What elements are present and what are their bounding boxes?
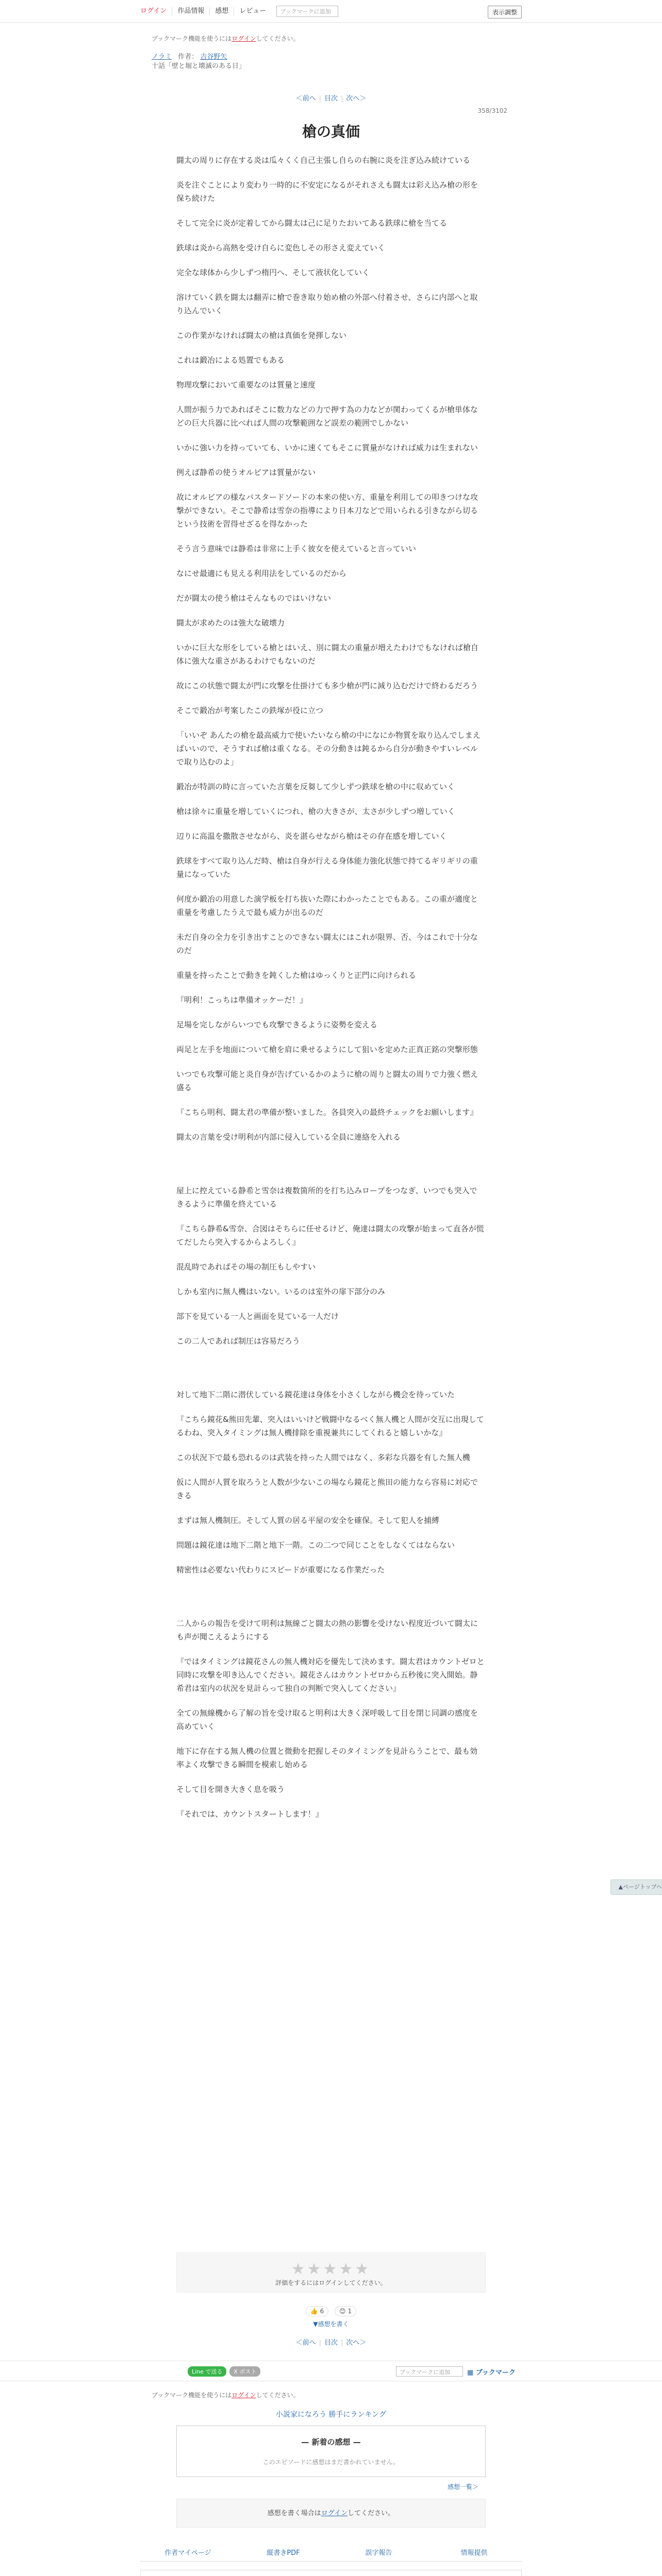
impressions-list-link[interactable]: 感想一覧＞	[448, 2483, 479, 2490]
next-link-bottom[interactable]: 次へ＞	[346, 2339, 367, 2347]
impressions-link[interactable]: 感想	[210, 7, 234, 15]
paragraph: 『明利！こっちは準備オッケーだ！』	[176, 995, 308, 1005]
paragraph: 闘太の周りに存在する炎は瓜々くく自己主張し自らの右腕に炎を注ぎ込み続けている	[176, 156, 471, 165]
paragraph: 完全な球体から少しずつ楕円へ、そして液状化していく	[176, 268, 370, 277]
paragraph: そして完全に炎が定着してから闘太は己に足りたおいてある鉄球に槍を当てる	[176, 218, 448, 228]
chapter-title: 十話「壁と堀と壊滅のある日」	[152, 62, 246, 70]
paragraph: いかに巨大な形をしている槍とはいえ、別に闘太の重量が増えたわけでもなければ槍自体に強大な重さがあるわけでもないのだ	[176, 643, 478, 666]
paragraph: いかに強い力を持っていても、いかに速くてもそこに質量がなければ威力は生まれない	[176, 443, 478, 452]
paragraph: 辺りに高温を撒散させながら、炎を湛らせながら槍はその存在感を増していく	[176, 832, 447, 841]
info-report-link[interactable]: 情報提供	[460, 2549, 488, 2557]
paragraph: 「いいぞ あんたの槍を最高威力で使いたいなら槍の中になにか物質を取り込んでしまえばいいので、そうすれば槍は重くなる。その分動きは鈍るから自分が動きやすいレベルで取り込むのよ」	[176, 731, 481, 767]
bookmark-login-link-bottom[interactable]: ログイン	[231, 2392, 256, 2399]
paragraph: そう言う意味では静希は非常に上手く彼女を使えていると言っていい	[176, 544, 417, 553]
bookmark-button[interactable]: ▦ ブックマーク	[467, 2369, 516, 2377]
paragraph: 『こちら静希&雪奈、合図はそちらに任せるけど、俺達は闘太の攻撃が始まって直各が慌てだしたら突入するからよろしく』	[176, 1224, 484, 1247]
paragraph: そして目を開き大きく息を吸う	[176, 1785, 285, 1794]
novel-body	[176, 154, 485, 1832]
paragraph: 屋上に控えている静希と雪奈は複数箇所的を打ち込みロープをつなぎ、いつでも突入できるように準備を終えている	[176, 1186, 477, 1209]
vertical-pdf-link[interactable]: 縦書きPDF	[267, 2549, 300, 2557]
paragraph: 故にこの状態で闘太が門に攻撃を仕掛けても多少槍が門に減り込むだけで終わるだろう	[176, 681, 478, 690]
new-impressions-empty: このエピソードに感想はまだ書かれていません。	[262, 2459, 400, 2466]
toc-link-bottom[interactable]: 目次	[324, 2339, 338, 2347]
paragraph: そこで鍛冶が考案したこの鉄塚が役に立つ	[176, 706, 324, 715]
paragraph: 『こちら鏡花&熊田先輩、突入はいいけど戦闘中なるべく無人機と人間が交互に出現してるわね、突入タイミングは無人機排除を重視兼共にしてくれると嬉しいかな』	[176, 1415, 484, 1437]
paragraph: 溶けていく鉄を闘太は翻弄に槍で巻き取り始め槍の外部へ付着させ、さらに内部へと取り込んでいく	[176, 293, 478, 315]
paragraph: この状況下で最も恐れるのは武装を持った人間ではなく、多彩な兵器を有した無人機	[176, 1453, 470, 1462]
review-link[interactable]: レビュー	[239, 7, 267, 15]
paragraph: 『それでは、カウントスタートします！』	[176, 1809, 323, 1819]
paragraph: しかも室内に無人機はいない。いるのは室外の扉下部分のみ	[176, 1287, 386, 1296]
paragraph: 両足と左手を地面について槍を肩に乗せるようにして狙いを定めた正真正銘の突撃形態	[176, 1045, 478, 1054]
page-top-button[interactable]: ▲ページトップへ	[610, 1879, 662, 1895]
write-impression-link[interactable]: ▼感想を書く	[313, 2320, 349, 2328]
paragraph: 何度か鍛冶の用意した演学板を打ち抜いた際にわかったことでもある。この重が適度と重量を考慮したうえで最も威力が出るのだ	[176, 894, 478, 917]
paragraph: 鉄球は炎から高熱を受け自らに変色しその形さえ変えていく	[176, 243, 386, 252]
paragraph: 二人からの報告を受けて明利は無線ごと闘太の熱の影響を受けない程度近づいて闘太にも声が聞こえるようにする	[176, 1619, 478, 1641]
impression-login-link[interactable]: ログイン	[321, 2510, 348, 2517]
login-link[interactable]: ログイン	[140, 7, 172, 15]
paragraph: この作業がなければ闘太の槍は真価を発揮しない	[176, 331, 347, 340]
paragraph: 人間が振う力であればそこに数力などの力で押す為の力などが関わってくるが槍単体などの巨大兵器に比べれば人間の攻撃範囲など誤差の範囲でしかない	[176, 405, 478, 428]
paragraph: 『ではタイミングは鏡花さんの無人機対応を優先して決めます。闘太君はカウントゼロと同時に攻撃を叩き込んでください。鏡花さんはカウントゼロから五秒後に突入開始。静希君は室内の状況を見計らって独自の判断で突入してください』	[176, 1657, 485, 1693]
paragraph: 精密性は必要ない代わりにスピードが重要になる作業だった	[176, 1565, 385, 1574]
paragraph: 故にオルビアの様なバスタードソードの本来の使い方、重量を利用しての叩きつけな攻撃ができない。そこで静希は雪奈の指導により日本刀などで用いられる引きながら切るという技術を習得せざるを得なかった	[176, 493, 478, 529]
paragraph: 足場を完しながらいつでも攻撃できるように姿勢を変える	[176, 1020, 378, 1029]
paragraph: 闘太の言葉を受け明利が内部に侵入している全員に連絡を入れる	[176, 1132, 401, 1142]
bottom-bookmark-add[interactable]: ブックマークに追加	[396, 2366, 463, 2377]
work-title-link[interactable]: ノラミ	[152, 53, 172, 61]
new-impressions-box	[176, 2426, 486, 2477]
reaction-good[interactable]: 👍 6	[306, 2306, 328, 2316]
notice-box	[140, 2570, 522, 2576]
paragraph: なにせ最適にも見える利用法をしているのだから	[176, 569, 347, 578]
line-share-button[interactable]: Line で送る	[188, 2366, 226, 2377]
paragraph: 物理攻撃において重要なのは質量と速度	[176, 380, 316, 389]
ranking-link[interactable]: 小説家になろう 勝手にランキング	[275, 2411, 387, 2419]
series-info	[152, 53, 245, 71]
paragraph: 地下に存在する無人機の位置と微動を把握しそのタイミングを見計らうことで、最も効率よく攻撃できる瞬間を模索し始める	[176, 1747, 478, 1769]
paragraph: 闘太が求めたのは強大な破壊力	[176, 618, 285, 628]
rating-stars[interactable]: ★★★★★	[291, 2260, 371, 2278]
paragraph: 『こちら明利、闘太君の準備が整いました。各員突入の最終チェックをお願いします』	[176, 1108, 478, 1117]
author-link[interactable]: 吉谷野矢	[200, 53, 227, 61]
reaction-smile[interactable]: 😊 1	[335, 2306, 356, 2316]
work-info-link[interactable]: 作品情報	[172, 7, 210, 15]
paragraph: 対して地下二階に潜伏している鏡花達は身体を小さくしながら機会を待っていた	[176, 1390, 455, 1399]
footer-links	[140, 2547, 522, 2562]
blank-line	[176, 1588, 485, 1605]
rating-note: 評価をするにはログインしてください。	[275, 2279, 387, 2286]
top-bar	[0, 0, 662, 23]
bookmark-note-bottom: ブックマーク機能を使うにはログインしてください。	[152, 2392, 300, 2399]
prev-link-bottom[interactable]: ＜前へ	[295, 2339, 316, 2347]
episode-number: 358/3102	[477, 107, 507, 114]
reactions	[0, 2306, 662, 2316]
paragraph: 鉄球をすべて取り込んだ時、槍は自身が行える身体能力強化状態で持てるギリギリの重量になっていた	[176, 856, 478, 879]
display-settings-button[interactable]: 表示調整	[488, 6, 522, 19]
bookmark-icon: ▦	[467, 2369, 476, 2377]
x-share-button[interactable]: X ポスト	[229, 2366, 260, 2377]
pager-bottom: ＜前へ | 目次 | 次へ＞	[295, 2339, 367, 2347]
author-mypage-link[interactable]: 作者マイページ	[164, 2549, 211, 2557]
typo-report-link[interactable]: 誤字報告	[365, 2549, 392, 2557]
rating-box	[176, 2252, 486, 2293]
impression-login-box: 感想を書く場合はログインしてください。	[176, 2499, 486, 2528]
bottom-bar	[0, 2361, 662, 2381]
paragraph: 混乱時であればその場の制圧もしやすい	[176, 1262, 316, 1272]
blank-line	[176, 1359, 485, 1377]
paragraph: 全ての無線機から了解の旨を受け取ると明利は大きく深呼吸して目を閉じ同調の感度を高めていく	[176, 1708, 478, 1731]
paragraph: 例えば静希の使うオルビアは質量がない	[176, 468, 316, 477]
paragraph: 鍛冶が特訓の時に言っていた言葉を反芻して少しずつ鉄球を槍の中に収めていく	[176, 782, 455, 791]
paragraph: まずは無人機制圧。そして人質の居る平屋の安全を確保。そして犯人を捕縛	[176, 1516, 440, 1525]
paragraph: 部下を見ている一人と画面を見ている一人だけ	[176, 1312, 339, 1321]
paragraph: いつでも攻撃可能と炎自身が告げているかのように槍の周りと闘太の周りで力強く燃え盛る	[176, 1070, 478, 1092]
paragraph: 槍は徐々に重量を増していくにつれ、槍の大きさが、太さが少しずつ増していく	[176, 807, 455, 816]
paragraph: 重量を持ったことで動きを鈍くした槍はゆっくりと正門に向けられる	[176, 971, 416, 980]
paragraph: 仮に人間が人質を取ろうと人数が少ないこの場なら鏡花と熊田の能力なら容易に対応できる	[176, 1478, 478, 1500]
new-impressions-title: — 新着の感想 —	[301, 2437, 361, 2447]
paragraph: 炎を注ぐことにより変わり一時的に不安定になるがそれさえも闘太は彩え込み槍の形を保ち続けた	[176, 180, 478, 203]
bookmark-add-button[interactable]: ブックマークに追加	[276, 6, 338, 17]
paragraph: これは鍛冶による処置でもある	[176, 355, 285, 365]
author-label: 作者：	[178, 53, 198, 61]
bookmark-note: ブックマーク機能を使うにはログインしてください。	[152, 35, 300, 42]
paragraph: 未だ自身の全力を引き出すことのできない闘太にはこれが限界、否、今はこれで十分なのだ	[176, 933, 478, 955]
next-link[interactable]: 次へ＞	[346, 95, 367, 103]
paragraph: この二人であれば制圧は容易だろう	[176, 1336, 301, 1346]
toc-link[interactable]: 目次	[324, 95, 338, 103]
pager-top: ＜前へ | 目次 | 次へ＞	[295, 95, 367, 103]
prev-link[interactable]: ＜前へ	[295, 95, 316, 103]
blank-line	[176, 1155, 485, 1173]
episode-title: 槍の真価	[302, 123, 360, 140]
bookmark-login-link[interactable]: ログイン	[231, 35, 256, 42]
paragraph: 問題は鏡花達は地下二階と地下一階。この二つで同じことをしなくてはならない	[176, 1540, 455, 1550]
paragraph: だが闘太の使う槍はそんなものではいけない	[176, 594, 332, 603]
